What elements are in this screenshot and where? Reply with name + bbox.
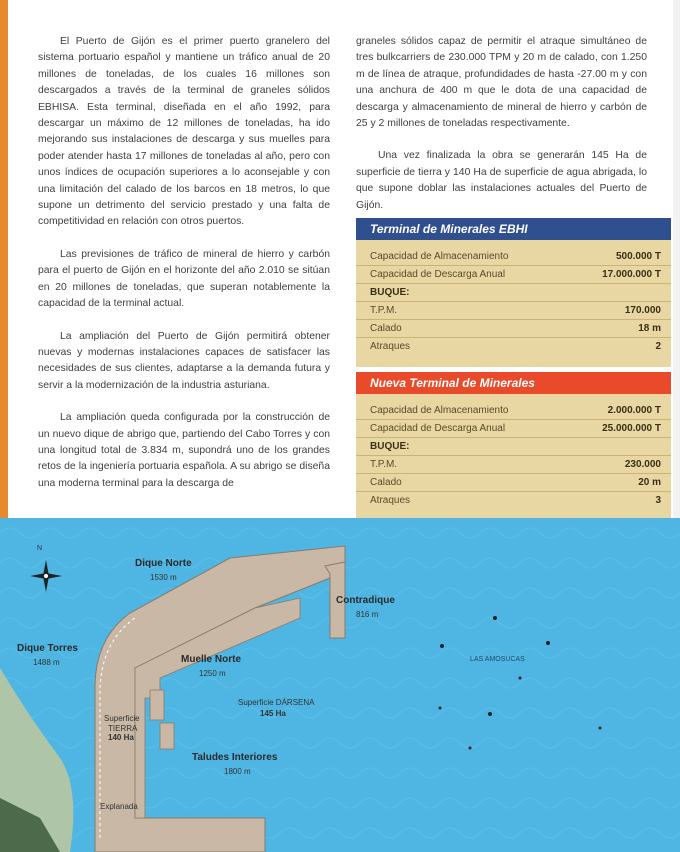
label-tierra-ha: 140 Ha [108, 733, 134, 742]
row-label: T.P.M. [370, 459, 398, 470]
label-contradique: Contradique [336, 595, 395, 606]
row-label: Capacidad de Descarga Anual [370, 269, 506, 280]
row-value: 170.000 [624, 305, 661, 316]
label-explanada: Explanada [100, 802, 138, 811]
label-superficie-tierra: Superficie [104, 714, 140, 723]
row-value: 2.000.000 T [607, 405, 661, 416]
text-column-left [38, 34, 330, 508]
table-nueva-terminal [356, 372, 671, 523]
table-row [356, 320, 671, 338]
label-dique-torres-length: 1488 m [33, 658, 60, 667]
table-row [356, 474, 671, 492]
label-dique-torres: Dique Torres [17, 643, 78, 654]
label-las-amosucas: LAS AMOSUCAS [470, 656, 525, 663]
label-tierra: TIERRA [108, 724, 138, 733]
label-superficie-darsena: Superficie DÁRSENA [238, 698, 315, 707]
row-value: 500.000 T [615, 251, 661, 262]
row-label: Capacidad de Almacenamiento [370, 405, 509, 416]
row-label: Atraques [370, 495, 411, 506]
table-terminal-ebhi [356, 218, 671, 367]
label-darsena-ha: 145 Ha [260, 709, 286, 718]
jetty [160, 723, 174, 749]
text-column-right [356, 34, 647, 230]
row-label: Calado [370, 477, 402, 488]
row-value: 3 [655, 495, 661, 506]
row-value: 17.000.000 T [602, 269, 661, 280]
table-title: Nueva Terminal de Minerales [356, 372, 671, 394]
label-contradique-length: 816 m [356, 610, 379, 619]
subheader-label: BUQUE: [370, 287, 410, 298]
row-label: Capacidad de Descarga Anual [370, 423, 506, 434]
compass-north-label: N [37, 545, 43, 552]
row-value: 230.000 [624, 459, 661, 470]
label-dique-norte-length: 1530 m [150, 573, 177, 582]
table-row [356, 266, 671, 284]
label-muelle-norte: Muelle Norte [181, 654, 242, 665]
table-row [356, 456, 671, 474]
subheader-label: BUQUE: [370, 441, 410, 452]
row-value: 25.000.000 T [602, 423, 661, 434]
paragraph: La ampliación queda configurada por la construcción de un nuevo dique de abrigo que, partiendo del Cabo Torres y con una longitud total de 3.834 m, supondrá uno de los grandes retos de la ingeniería portuaria española. A su abrigo se diseña una moderna terminal para la descarga de [38, 412, 330, 489]
table-row [356, 402, 671, 420]
label-dique-norte: Dique Norte [135, 558, 192, 569]
row-label: Calado [370, 323, 402, 334]
table-row [356, 248, 671, 266]
port-map [0, 518, 680, 852]
paragraph: graneles sólidos capaz de permitir el atraque simultáneo de tres bulkcarriers de 230.000 TPM y 20 m de calado, con 1.250 m de línea de atraque, profundidades de hasta -27.00 m y con una anchura de 400 m que le dota de una capacidad de descarga y almacenamiento de mineral de hierro y carbón de 25 y 2 millones de toneladas respectivamente. [356, 36, 647, 130]
paragraph: Una vez finalizada la obra se generarán 145 Ha de superficie de tierra y 140 Ha de superficie de agua abrigada, lo que supone doblar las instalaciones actuales del Puerto de Gijón. [356, 150, 647, 211]
paragraph: La ampliación del Puerto de Gijón permitirá obtener nuevas y modernas instalaciones capaces de satisfacer las necesidades de sus clientes, adaptarse a la demanda futura y servir a la modernización de la industria asturiana. [38, 330, 330, 391]
table-title: Terminal de Minerales EBHI [356, 218, 671, 240]
table-subheader [356, 438, 671, 456]
paragraph: Las previsiones de tráfico de mineral de hierro y carbón para el puerto de Gijón en el horizonte del año 2.010 se sitúan en 20 millones de toneladas, que superan notablemente la capacidad de la terminal actual. [38, 248, 330, 310]
label-taludes-interiores: Taludes Interiores [192, 752, 278, 763]
jetty [150, 690, 164, 720]
row-label: Capacidad de Almacenamiento [370, 251, 509, 262]
table-subheader [356, 284, 671, 302]
label-muelle-norte-length: 1250 m [199, 669, 226, 678]
table-row [356, 302, 671, 320]
label-taludes-length: 1800 m [224, 767, 251, 776]
row-value: 18 m [638, 323, 661, 334]
row-value: 20 m [638, 477, 661, 488]
paragraph: El Puerto de Gijón es el primer puerto granelero del sistema portuario español y mantiene un tráfico anual de 20 millones de toneladas, de los cuales 16 millones son descargados a través de la terminal de graneles sólidos EBHISA. Esta terminal, diseñada en el año 1992, para descargar un máximo de 12 millones de toneladas, ha ido mejorando sus instalaciones de descarga y sus muelles para poder atender hasta 17 millones de toneladas al año, pero con unos índices de ocupación superiores a lo aconsejable y con una limitación del calado de los barcos en 18 metros, lo que supone un detrimento del servicio prestado y una falta de competitividad en relación con otros puertos. [38, 36, 330, 228]
table-row [356, 492, 671, 509]
row-value: 2 [655, 341, 661, 352]
row-label: T.P.M. [370, 305, 398, 316]
table-row [356, 420, 671, 438]
row-label: Atraques [370, 341, 411, 352]
table-row [356, 338, 671, 355]
